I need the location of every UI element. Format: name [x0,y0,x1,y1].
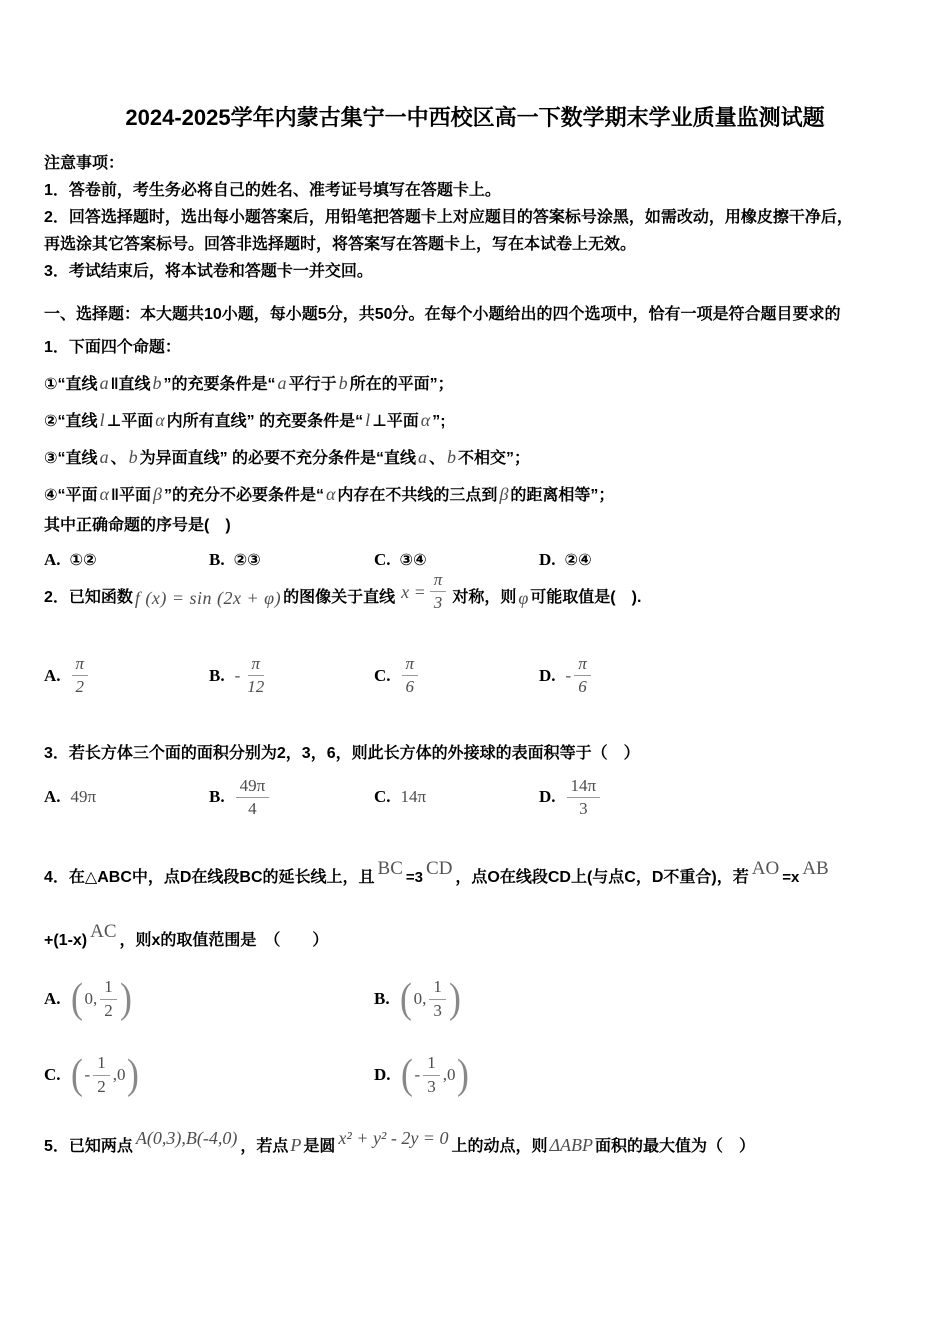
q1-p3-text: 、 [429,450,446,467]
fraction [423,1053,440,1097]
q1-option-a [44,550,209,570]
fraction [100,977,117,1021]
q3-option-a [44,787,209,807]
math-var-P: P [290,1134,302,1155]
interval-right: ,0 [442,1065,456,1085]
option-letter: B. [209,787,225,807]
math-var: a [418,447,428,467]
q3-option-c [374,787,539,807]
q5-text: 是圆 [303,1137,336,1155]
fraction [72,654,89,698]
interval-left: 0, [413,989,427,1009]
fraction-denominator: 3 [579,798,588,818]
page-title: 2024-2025学年内蒙古集宁一中西校区高一下数学期末学业质量监测试题 [125,105,825,130]
math-var: α [99,484,110,504]
option-letter: C. [44,1065,61,1085]
fraction [430,570,447,614]
q1-ask: 其中正确命题的序号是( ) [44,517,231,534]
math-triangle-ABP: ΔABP [549,1134,594,1155]
q2-option-c [374,654,539,698]
q5-text: ，若点 [240,1137,289,1155]
q1-p4-text: 内存在不共线的三点到 [337,487,498,504]
notice-section [44,150,912,285]
option-letter: C. [374,550,391,569]
math-var: b [338,373,348,393]
minus-sign: - [565,665,572,685]
fraction-numerator: 49π [236,776,270,798]
fraction [429,977,446,1021]
fraction-denominator: 12 [247,677,265,697]
option-value: ①② [69,552,97,569]
option-letter: B. [209,550,225,569]
vector-AC: AC [90,921,117,943]
q4-text: ，点O在线段CD上(与点C，D不重合)，若 [455,869,749,887]
q5-text: 上的动点，则 [451,1137,548,1155]
q1-p1-text: ‖直线 [110,376,151,393]
q2-text: 对称，则 [452,588,517,606]
q1-p2-text: ”; [432,413,446,430]
q1-option-d [539,550,704,570]
section-one-heading: 一、选择题：本大题共10小题，每小题5分，共50分。在每个小题给出的四个选项中，恰有一项是符合题目要求的 [44,306,841,323]
q2-options [44,654,912,698]
q1-option-b [209,550,374,570]
math-var: α [420,410,431,430]
q5-text: 面积的最大值为（ ） [595,1137,756,1155]
left-paren: ( [399,976,412,1023]
q1-p4-text: ”的充分不必要条件是“ [163,487,324,504]
math-equals: =3 [405,869,424,887]
option-letter: A. [44,665,61,685]
q1-p2-text: ⊥平面 [106,413,154,430]
fraction [236,776,270,820]
q5-text: 5．已知两点 [44,1137,133,1155]
right-paren: ) [448,976,461,1023]
math-var: α [155,410,165,430]
math-var: b [152,373,162,393]
minus-sign: - [414,1065,421,1085]
q2-formula: f (x) = sin (2x + φ) [134,587,282,608]
fraction-denominator: 6 [578,677,587,697]
math-var: β [152,484,162,504]
fraction [574,654,591,698]
q4-text: +(1-x) [44,932,88,950]
notice-heading: 注意事项： [44,155,125,172]
fraction-numerator: 1 [423,1053,440,1075]
minus-sign: - [84,1065,91,1085]
fraction-denominator: 2 [97,1076,106,1096]
left-paren: ( [70,1052,83,1099]
question-2 [44,570,912,698]
q1-p3-text: 为异面直线” 的必要不充分条件是“直线 [139,450,417,467]
q1-p3-text: 、 [110,450,127,467]
q2-text: 的图像关于直线 [283,588,396,606]
q1-options [44,550,912,570]
q1-p1-text: 所在的平面”； [349,376,454,393]
q2-text: 可能取值是( ). [530,588,642,606]
math-circle-equation: x² + y² - 2y = 0 [338,1127,449,1148]
option-value: 14π [400,787,427,807]
fraction [402,654,419,698]
q1-p4-text: ④“平面 [44,487,98,504]
q4-text: ，则x的取值范围是 （ ） [119,932,329,950]
option-letter: C. [374,665,391,685]
q1-proposition-2 [44,408,912,434]
option-letter: B. [209,665,225,685]
fraction-numerator: π [248,654,265,676]
q3-stem: 3．若长方体三个面的面积分别为2，3，6，则此长方体的外接球的表面积等于（ ） [44,744,640,762]
q4-text: 4．在△ABC中，点D在线段BC的延长线上，且 [44,869,375,887]
notice-line-2: 2．回答选择题时，选出每小题答案后，用铅笔把答题卡上对应题目的答案标号涂黑，如需改动，用橡皮擦干净后， [44,209,853,226]
q2-option-b [209,654,374,698]
q3-options [44,776,912,820]
q1-proposition-1 [44,371,912,397]
q1-p4-text: 的距离相等”； [510,487,615,504]
q2-option-d [539,654,704,698]
option-letter: A. [44,787,61,807]
minus-sign: - [234,665,241,685]
q4-stem-line-1 [44,858,912,890]
q1-p3-text: ③“直线 [44,450,98,467]
notice-line-2b: 再选涂其它答案标号。回答非选择题时，将答案写在答题卡上，写在本试卷上无效。 [44,236,637,253]
q1-proposition-3 [44,445,912,471]
q1-p1-text: 平行于 [288,376,337,393]
vector-AB: AB [802,858,829,880]
math-var: l [99,410,105,430]
fraction-numerator: π [402,654,419,676]
q4-options-row-1 [44,977,912,1021]
question-1 [44,336,912,570]
q4-option-d [374,1053,704,1097]
math-expr: x = [401,581,426,602]
option-letter: B. [374,989,390,1009]
vector-CD: CD [426,858,453,880]
fraction-denominator: 6 [405,677,415,697]
q3-option-b [209,776,374,820]
notice-line-1: 1．答卷前，考生务必将自己的姓名、准考证号填写在答题卡上。 [44,182,501,199]
option-letter: A. [44,989,61,1009]
q1-p2-text: 内所有直线” 的充要条件是“ [166,413,364,430]
math-var: α [325,484,336,504]
option-letter: D. [539,665,556,685]
math-var: φ [518,587,529,608]
q2-axis-equation [399,570,448,614]
fraction-numerator: π [72,654,89,676]
option-letter: D. [539,550,556,569]
option-letter: D. [539,787,556,807]
question-5 [44,1127,912,1159]
notice-line-3: 3．考试结束后，将本试卷和答题卡一并交回。 [44,263,373,280]
q5-stem [44,1127,912,1159]
fraction-numerator: π [574,654,591,676]
fraction-numerator: 1 [100,977,117,999]
option-letter: D. [374,1065,391,1085]
q1-p4-text: ‖平面 [111,487,151,504]
math-var: l [365,410,371,430]
option-value: 49π [70,787,97,807]
q1-option-c [374,550,539,570]
fraction [93,1053,110,1097]
q1-stem: 1．下面四个命题： [44,339,181,356]
option-value: ②④ [564,552,592,569]
vector-BC: BC [377,858,403,880]
option-letter: C. [374,787,391,807]
option-value: ③④ [399,552,427,569]
left-paren: ( [70,976,83,1023]
option-letter: A. [44,550,61,569]
right-paren: ) [127,1052,140,1099]
fraction-denominator: 3 [433,593,443,613]
fraction-numerator: 14π [567,776,601,798]
math-var: a [277,373,287,393]
fraction-numerator: π [430,570,447,592]
math-var: b [447,447,457,467]
fraction [243,654,268,698]
q1-p2-text: ②“直线 [44,413,98,430]
q4-option-b [374,977,704,1021]
fraction-denominator: 4 [248,798,257,818]
fraction-denominator: 3 [427,1076,436,1096]
q1-p1-text: ①“直线 [44,376,98,393]
math-points-AB: A(0,3),B(-4,0) [135,1127,238,1148]
question-4 [44,858,912,1099]
math-var: b [128,447,138,467]
math-var: a [99,447,109,467]
right-paren: ) [119,976,132,1023]
interval-right: ,0 [112,1065,126,1085]
q4-option-c [44,1053,374,1097]
q1-p2-text: ⊥平面 [372,413,419,430]
math-equals: =x [782,869,800,887]
fraction-numerator: 1 [93,1053,110,1075]
fraction-numerator: 1 [429,977,446,999]
right-paren: ) [457,1052,470,1099]
math-var: a [99,373,109,393]
q1-p3-text: 不相交”； [458,450,531,467]
vector-AO: AO [751,858,780,880]
question-3 [44,742,912,820]
q2-text: 2．已知函数 [44,588,133,606]
q4-option-a [44,977,374,1021]
q1-proposition-4 [44,482,912,508]
q4-options-row-2 [44,1053,912,1097]
interval-left: 0, [84,989,98,1009]
q4-stem-line-2 [44,921,912,953]
math-var: β [499,484,509,504]
fraction-denominator: 3 [433,1000,442,1020]
fraction-denominator: 2 [104,1000,113,1020]
q1-p1-text: ”的充要条件是“ [163,376,276,393]
q2-stem [44,570,912,620]
left-paren: ( [400,1052,413,1099]
option-value: ②③ [233,552,261,569]
fraction [567,776,601,820]
q3-option-d [539,776,704,820]
fraction-denominator: 2 [75,677,85,697]
q2-option-a [44,654,209,698]
